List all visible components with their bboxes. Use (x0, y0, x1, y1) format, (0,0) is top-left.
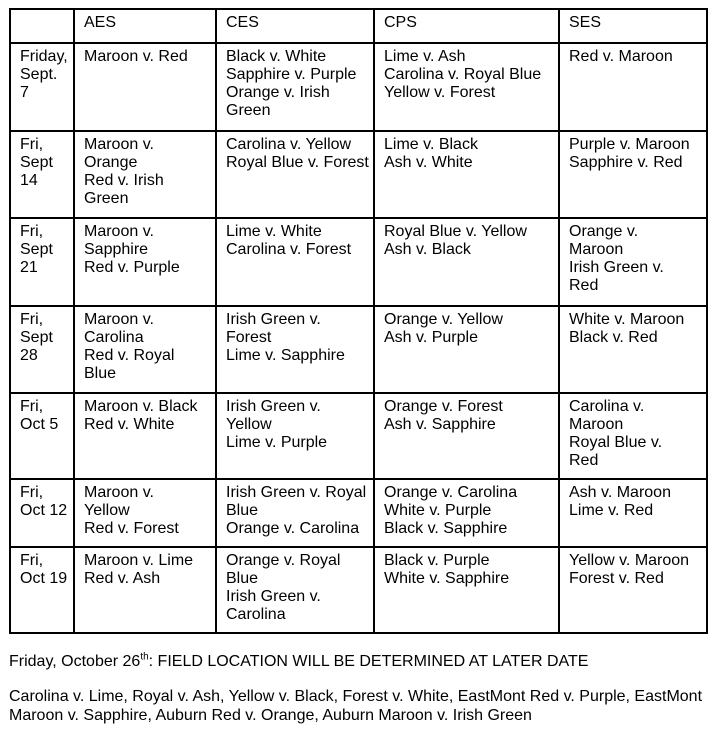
matchups-cell-ces (216, 393, 374, 479)
matchups-cell-ses (559, 306, 707, 393)
date-cell (10, 479, 74, 547)
note-text: : FIELD LOCATION WILL BE DETERMINED AT LATER DATE (148, 653, 589, 670)
matchup: Red v. Royal Blue (84, 347, 175, 382)
matchup: Maroon v. Yellow (84, 484, 154, 519)
date-cell (10, 547, 74, 633)
matchups-cell-ces (216, 306, 374, 393)
table-row (10, 43, 707, 131)
matchup: Forest v. Red (569, 570, 664, 587)
table-row (10, 218, 707, 306)
date-label: Fri, Sept 14 (20, 136, 53, 189)
matchups-cell-cps (374, 547, 559, 633)
matchup: Black v. White (226, 48, 327, 65)
matchup: Red v. Purple (84, 259, 180, 276)
matchup: Orange v. Carolina (226, 520, 360, 537)
matchups-cell-ses (559, 218, 707, 306)
matchups-cell-ses (559, 393, 707, 479)
matchup: Sapphire v. Purple (226, 66, 357, 83)
matchups-cell-cps (374, 218, 559, 306)
matchup: Carolina v. Royal Blue (384, 66, 542, 83)
matchup: Orange v. Royal Blue (226, 552, 341, 587)
date-label: Fri, Sept 28 (20, 311, 53, 364)
date-cell (10, 393, 74, 479)
matchup: Irish Green v. Royal Blue (226, 484, 367, 519)
header-cell-date (10, 9, 74, 43)
date-cell (10, 306, 74, 393)
date-label: Friday, Sept. 7 (20, 48, 68, 101)
matchups-cell-ses (559, 547, 707, 633)
matchups-cell-aes (74, 547, 216, 633)
matchup: Orange v. Forest (384, 398, 503, 415)
matchups-cell-ces (216, 218, 374, 306)
date-label: Fri, Oct 12 (20, 484, 68, 519)
matchup: Red v. Forest (84, 520, 179, 537)
matchup: Lime v. White (226, 223, 322, 240)
date-label: Fri, Oct 5 (20, 398, 59, 433)
matchup: White v. Sapphire (384, 570, 510, 587)
matchup: Lime v. Sapphire (226, 347, 345, 364)
schedule-table-header (10, 9, 707, 43)
matchup: Red v. Irish Green (84, 172, 164, 207)
header-cell-ces: CES (216, 9, 374, 43)
matchups-cell-aes (74, 479, 216, 547)
matchups-cell-ces (216, 43, 374, 131)
matchup: Carolina v. Maroon (569, 398, 645, 433)
matchups-cell-ses (559, 131, 707, 218)
matchups-cell-aes (74, 131, 216, 218)
matchups-cell-ses (559, 43, 707, 131)
matchups-cell-ces (216, 131, 374, 218)
matchups-cell-ces (216, 479, 374, 547)
matchup: Purple v. Maroon (569, 136, 690, 153)
additional-games-paragraph: Carolina v. Lime, Royal v. Ash, Yellow v. Black, Forest v. White, EastMont Red v. Purple, EastMont Maroon v. Sapphire, Auburn Red v. Orange, Auburn Maroon v. Irish Green (9, 688, 703, 724)
matchup: Red v. Ash (84, 570, 161, 587)
matchup: Irish Green v. Carolina (226, 588, 321, 623)
matchup: Lime v. Ash (384, 48, 466, 65)
matchup: Lime v. Red (569, 502, 654, 519)
schedule-table-body (10, 43, 707, 633)
matchup: Orange v. Maroon (569, 223, 639, 258)
matchup: Maroon v. Carolina (84, 311, 154, 346)
header-row (10, 9, 707, 43)
matchup: Black v. Purple (384, 552, 490, 569)
table-row (10, 131, 707, 218)
matchup: Orange v. Yellow (384, 311, 503, 328)
matchup: Ash v. White (384, 154, 473, 171)
header-cell-cps: CPS (374, 9, 559, 43)
matchup: Carolina v. Yellow (226, 136, 352, 153)
matchups-cell-cps (374, 479, 559, 547)
matchup: Red v. White (84, 416, 175, 433)
table-row (10, 306, 707, 393)
header-cell-ses: SES (559, 9, 707, 43)
matchups-cell-aes (74, 43, 216, 131)
date-cell (10, 43, 74, 131)
matchups-cell-aes (74, 393, 216, 479)
matchup: Maroon v. Lime (84, 552, 194, 569)
matchups-cell-aes (74, 306, 216, 393)
date-cell (10, 218, 74, 306)
matchups-cell-ses (559, 479, 707, 547)
table-row (10, 393, 707, 479)
table-row (10, 479, 707, 547)
matchup: Royal Blue v. Yellow (384, 223, 527, 240)
matchup: Black v. Red (569, 329, 658, 346)
matchup: Red v. Maroon (569, 48, 673, 65)
matchup: Royal Blue v. Forest (226, 154, 369, 171)
matchup: Irish Green v. Forest (226, 311, 321, 346)
note-date: Friday, October 26 (9, 653, 141, 670)
date-cell (10, 131, 74, 218)
matchup: White v. Maroon (569, 311, 685, 328)
matchup: Black v. Sapphire (384, 520, 508, 537)
matchup: Maroon v. Red (84, 48, 188, 65)
table-row (10, 547, 707, 633)
matchup: Ash v. Purple (384, 329, 478, 346)
matchup: Sapphire v. Red (569, 154, 683, 171)
matchups-cell-cps (374, 393, 559, 479)
matchups-cell-cps (374, 306, 559, 393)
matchups-cell-ces (216, 547, 374, 633)
matchup: Maroon v. Sapphire (84, 223, 154, 258)
schedule-table (9, 8, 708, 634)
date-label: Fri, Sept 21 (20, 223, 53, 276)
matchup: Yellow v. Forest (384, 84, 496, 101)
matchup: Yellow v. Maroon (569, 552, 690, 569)
note-ordinal: th (140, 651, 149, 663)
matchups-cell-cps (374, 43, 559, 131)
matchup: Ash v. Sapphire (384, 416, 496, 433)
field-location-note (9, 652, 717, 671)
matchup: Lime v. Black (384, 136, 478, 153)
matchup: Irish Green v. Yellow (226, 398, 321, 433)
matchup: Ash v. Maroon (569, 484, 671, 501)
matchup: Lime v. Purple (226, 434, 328, 451)
matchup: Ash v. Black (384, 241, 471, 258)
matchup: Orange v. Carolina (384, 484, 518, 501)
matchups-cell-cps (374, 131, 559, 218)
date-label: Fri, Oct 19 (20, 552, 68, 587)
matchup: Maroon v. Black (84, 398, 198, 415)
matchup: Orange v. Irish Green (226, 84, 330, 119)
header-cell-aes: AES (74, 9, 216, 43)
matchup: Carolina v. Forest (226, 241, 352, 258)
matchup: White v. Purple (384, 502, 492, 519)
matchup: Irish Green v. Red (569, 259, 664, 294)
matchup: Royal Blue v. Red (569, 434, 663, 469)
matchup: Maroon v. Orange (84, 136, 154, 171)
matchups-cell-aes (74, 218, 216, 306)
